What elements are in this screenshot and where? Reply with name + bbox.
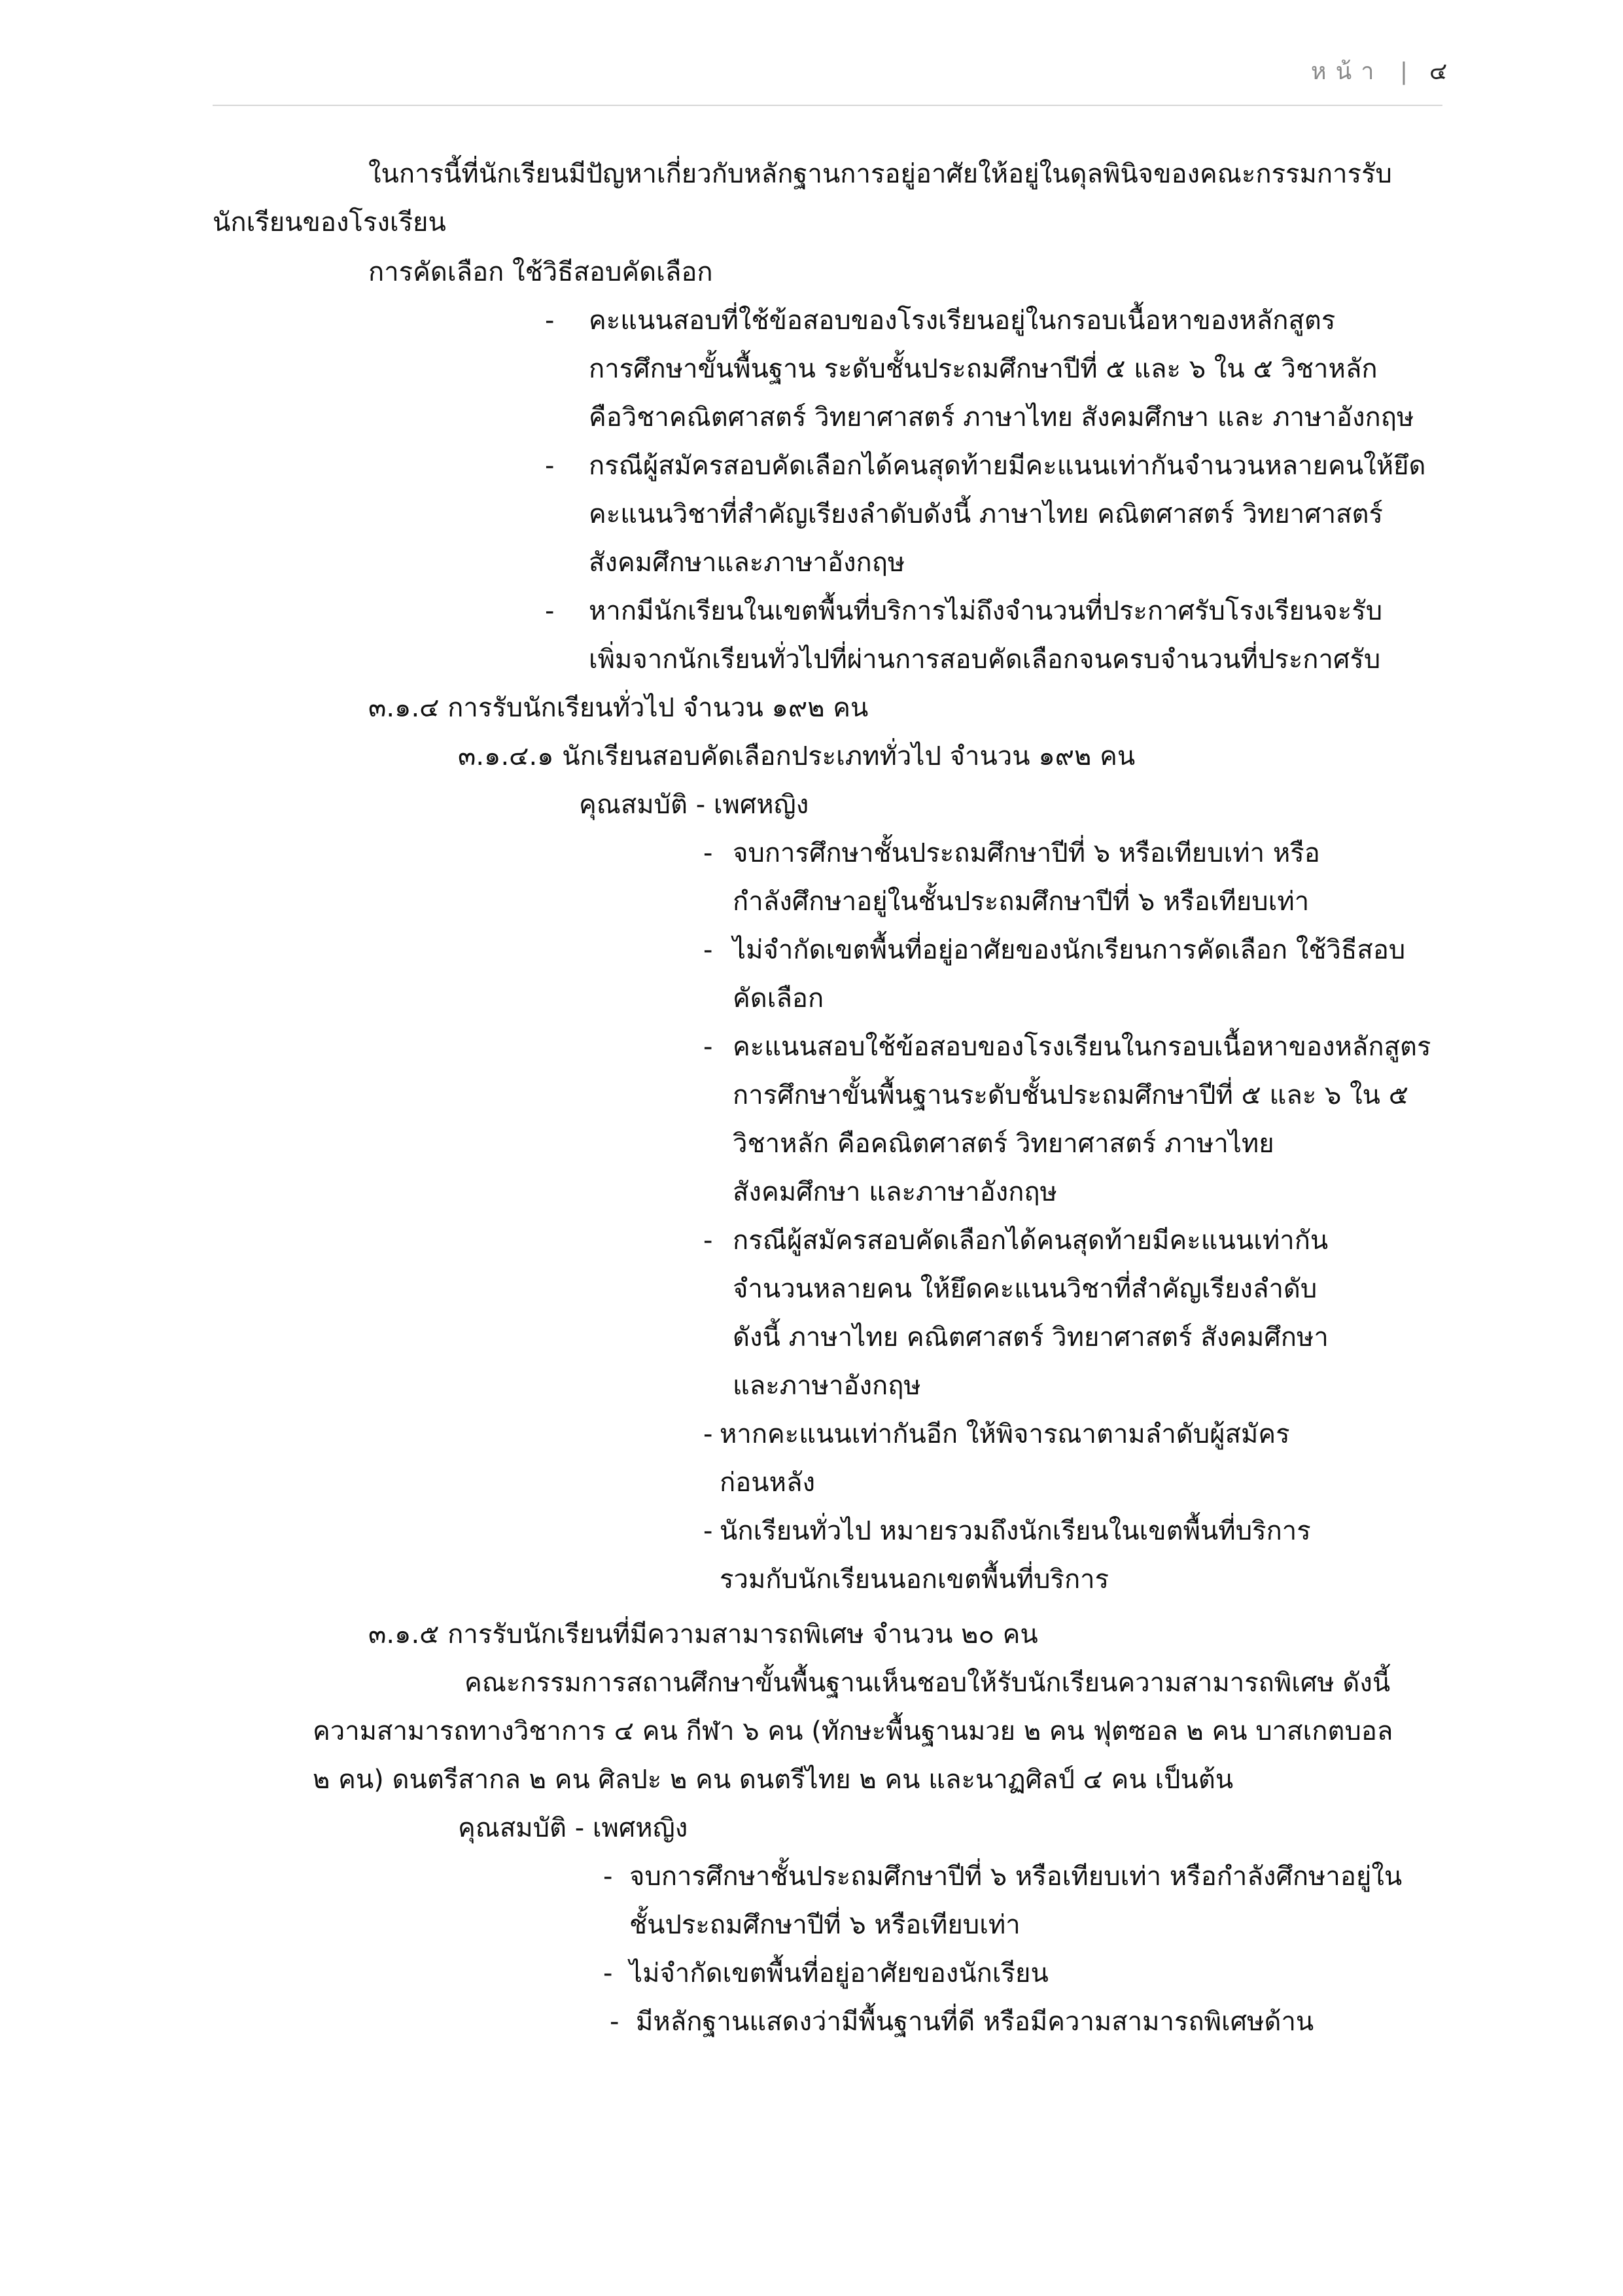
s314-bullet-4-line-1: กรณีผู้สมัครสอบคัดเลือกได้คนสุดท้ายมีคะแนนเท่ากัน: [733, 1226, 1329, 1256]
s314-bullet-3-line-3: วิชาหลัก คือคณิตศาสตร์ วิทยาศาสตร์ ภาษาไทย: [733, 1129, 1274, 1159]
s314-bullet-1-dash: -: [703, 838, 713, 868]
s314-bullet-6-line-2: รวมกับนักเรียนนอกเขตพื้นที่บริการ: [720, 1564, 1109, 1595]
s314-bullet-3-line-2: การศึกษาขั้นพื้นฐานระดับชั้นประถมศึกษาปีที่ ๕ และ ๖ ใน ๕: [733, 1080, 1409, 1110]
s314-bullet-2-line-1: ไม่จำกัดเขตพื้นที่อยู่อาศัยของนักเรียนการคัดเลือก ใช้วิธีสอบ: [733, 935, 1406, 965]
page-header-label: หน้า |: [1310, 58, 1417, 85]
s315-bullet-3-dash: -: [610, 2007, 620, 2037]
s314-bullet-2-dash: -: [703, 935, 713, 965]
selection-bullet-3-line-2: เพิ่มจากนักเรียนทั่วไปที่ผ่านการสอบคัดเลือกจนครบจำนวนที่ประกาศรับ: [589, 645, 1381, 675]
s314-bullet-5-line-2: ก่อนหลัง: [720, 1468, 815, 1498]
section-314-heading: ๓.๑.๔ การรับนักเรียนทั่วไป จำนวน ๑๙๒ คน: [368, 693, 869, 723]
intro-line-2: นักเรียนของโรงเรียน: [213, 207, 446, 238]
selection-bullet-1-line-2: การศึกษาขั้นพื้นฐาน ระดับชั้นประถมศึกษาปีที่ ๕ และ ๖ ใน ๕ วิชาหลัก: [589, 354, 1378, 384]
selection-bullet-3-dash: -: [545, 596, 555, 626]
selection-bullet-1-dash: -: [545, 306, 555, 336]
s314-bullet-4-line-3: ดังนี้ ภาษาไทย คณิตศาสตร์ วิทยาศาสตร์ สังคมศึกษา: [733, 1322, 1329, 1352]
page-number: ๔: [1429, 58, 1448, 85]
selection-bullet-2-line-3: สังคมศึกษาและภาษาอังกฤษ: [589, 548, 905, 578]
s314-bullet-2-line-2: คัดเลือก: [733, 983, 824, 1014]
section-315-heading: ๓.๑.๕ การรับนักเรียนที่มีความสามารถพิเศษ จำนวน ๒๐ คน: [368, 1619, 1038, 1650]
s315-bullet-2-dash: -: [603, 1958, 613, 1988]
s315-bullet-3-line-1: มีหลักฐานแสดงว่ามีพื้นฐานที่ดี หรือมีความสามารถพิเศษด้าน: [636, 2007, 1314, 2037]
s315-bullet-2-line-1: ไม่จำกัดเขตพื้นที่อยู่อาศัยของนักเรียน: [629, 1958, 1049, 1988]
selection-bullet-2-dash: -: [545, 451, 555, 481]
s314-bullet-5-line-1: หากคะแนนเท่ากันอีก ให้พิจารณาตามลำดับผู้สมัคร: [720, 1419, 1290, 1449]
selection-bullet-2-line-2: คะแนนวิชาที่สำคัญเรียงลำดับดังนี้ ภาษาไทย คณิตศาสตร์ วิทยาศาสตร์: [589, 499, 1383, 529]
s314-bullet-4-dash: -: [703, 1226, 713, 1256]
s314-bullet-6-dash: -: [703, 1516, 713, 1546]
s314-bullet-1-line-2: กำลังศึกษาอยู่ในชั้นประถมศึกษาปีที่ ๖ หรือเทียบเท่า: [733, 887, 1310, 917]
s314-bullet-4-line-4: และภาษาอังกฤษ: [733, 1371, 921, 1401]
s315-bullet-1-line-1: จบการศึกษาชั้นประถมศึกษาปีที่ ๖ หรือเทียบเท่า หรือกำลังศึกษาอยู่ใน: [629, 1862, 1403, 1892]
s314-bullet-4-line-2: จำนวนหลายคน ให้ยึดคะแนนวิชาที่สำคัญเรียงลำดับ: [733, 1274, 1318, 1304]
selection-bullet-2-line-1: กรณีผู้สมัครสอบคัดเลือกได้คนสุดท้ายมีคะแนนเท่ากันจำนวนหลายคนให้ยึด: [589, 451, 1426, 481]
s315-bullet-1-line-2: ชั้นประถมศึกษาปีที่ ๖ หรือเทียบเท่า: [629, 1910, 1021, 1940]
section-314-qualification-label: คุณสมบัติ - เพศหญิง: [579, 790, 809, 820]
s314-bullet-1-line-1: จบการศึกษาชั้นประถมศึกษาปีที่ ๖ หรือเทียบเท่า หรือ: [733, 838, 1320, 868]
section-315-para-line-1: คณะกรรมการสถานศึกษาขั้นพื้นฐานเห็นชอบให้รับนักเรียนความสามารถพิเศษ ดังนี้: [464, 1668, 1391, 1698]
section-3141-heading: ๓.๑.๔.๑ นักเรียนสอบคัดเลือกประเภททั่วไป จำนวน ๑๙๒ คน: [458, 741, 1136, 771]
s315-bullet-1-dash: -: [603, 1862, 613, 1892]
s314-bullet-3-line-4: สังคมศึกษา และภาษาอังกฤษ: [733, 1177, 1058, 1207]
intro-line-1: ในการนี้ที่นักเรียนมีปัญหาเกี่ยวกับหลักฐานการอยู่อาศัยให้อยู่ในดุลพินิจของคณะกรรมการรับ: [368, 159, 1392, 189]
section-315-qualification-label: คุณสมบัติ - เพศหญิง: [458, 1813, 688, 1843]
s314-bullet-3-dash: -: [703, 1032, 713, 1062]
section-315-para-line-3: ๒ คน) ดนตรีสากล ๒ คน ศิลปะ ๒ คน ดนตรีไทย ๒ คน และนาฏศิลป์ ๔ คน เป็นต้น: [313, 1765, 1234, 1795]
selection-method: การคัดเลือก ใช้วิธีสอบคัดเลือก: [368, 257, 713, 287]
s314-bullet-5-dash: -: [703, 1419, 713, 1449]
selection-bullet-1-line-1: คะแนนสอบที่ใช้ข้อสอบของโรงเรียนอยู่ในกรอบเนื้อหาของหลักสูตร: [589, 306, 1336, 336]
header-divider: [213, 105, 1442, 106]
selection-bullet-3-line-1: หากมีนักเรียนในเขตพื้นที่บริการไม่ถึงจำนวนที่ประกาศรับโรงเรียนจะรับ: [589, 596, 1383, 626]
s314-bullet-6-line-1: นักเรียนทั่วไป หมายรวมถึงนักเรียนในเขตพื้นที่บริการ: [720, 1516, 1311, 1546]
selection-bullet-1-line-3: คือวิชาคณิตศาสตร์ วิทยาศาสตร์ ภาษาไทย สังคมศึกษา และ ภาษาอังกฤษ: [589, 402, 1414, 433]
s314-bullet-3-line-1: คะแนนสอบใช้ข้อสอบของโรงเรียนในกรอบเนื้อหาของหลักสูตร: [733, 1032, 1431, 1062]
section-315-para-line-2: ความสามารถทางวิชาการ ๔ คน กีฬา ๖ คน (ทักษะพื้นฐานมวย ๒ คน ฟุตซอล ๒ คน บาสเกตบอล: [313, 1716, 1393, 1746]
